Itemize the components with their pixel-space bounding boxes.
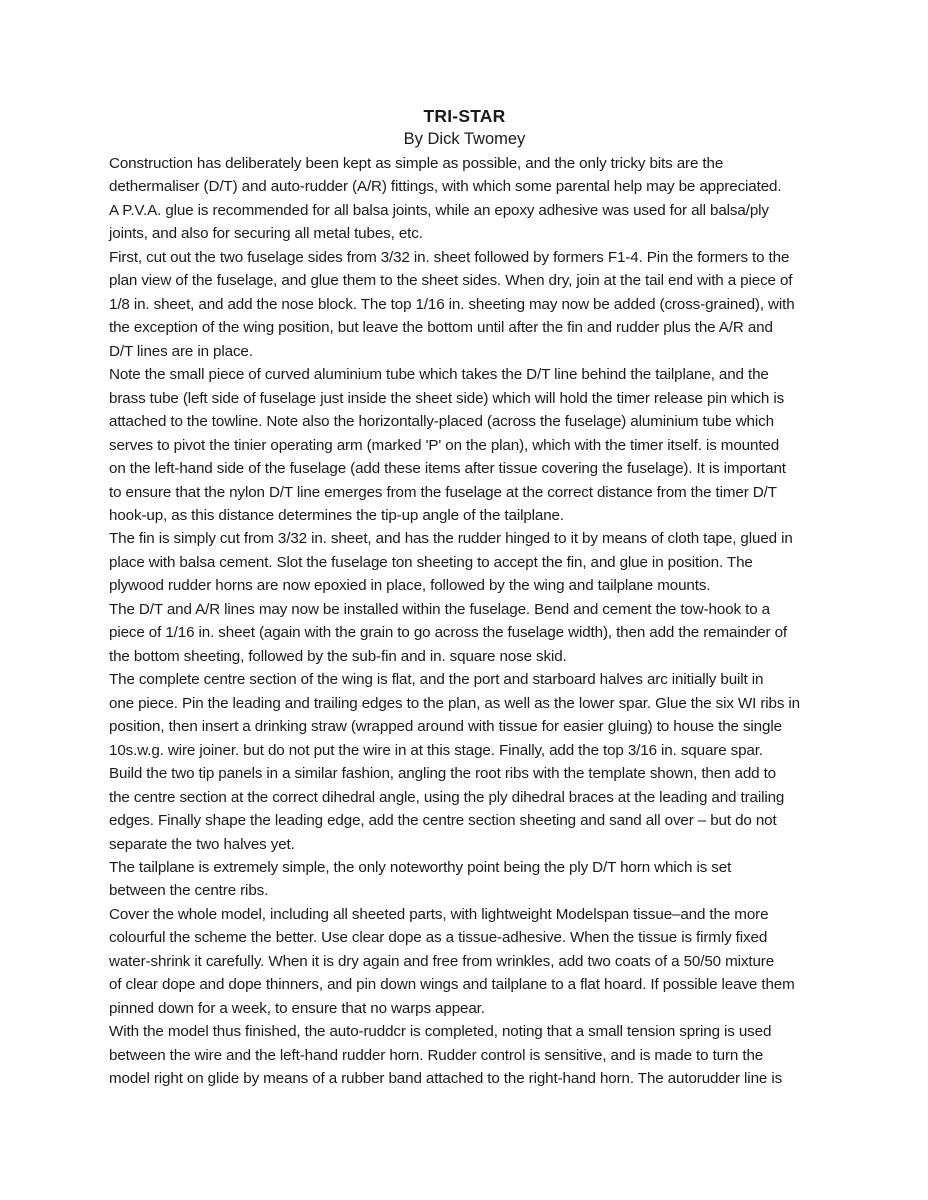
- text-line: piece of 1/16 in. sheet (again with the grain to go across the fuselage width), then add the remainder of: [109, 624, 788, 642]
- paragraph: [109, 903, 820, 1020]
- text-line: the exception of the wing position, but leave the bottom until after the fin and rudder plus the A/R and: [109, 319, 773, 337]
- text-line: D/T lines are in place.: [109, 342, 253, 360]
- text-line: The D/T and A/R lines may now be installed within the fuselage. Bend and cement the tow-hook to a: [109, 600, 770, 618]
- text-line: the centre section at the correct dihedral angle, using the ply dihedral braces at the leading and trailing: [109, 788, 785, 806]
- text-line: plywood rudder horns are now epoxied in place, followed by the wing and tailplane mounts.: [109, 577, 711, 595]
- text-line: on the left-hand side of the fuselage (add these items after tissue covering the fuselage). It is important: [109, 460, 786, 478]
- text-line: 10s.w.g. wire joiner. but do not put the wire in at this stage. Finally, add the top 3/16 in. square spar.: [109, 741, 763, 759]
- text-line: plan view of the fuselage, and glue them to the sheet sides. When dry, join at the tail end with a piece of: [109, 272, 793, 290]
- paragraph: [109, 856, 820, 903]
- text-line: colourful the scheme the better. Use clear dope as a tissue-adhesive. When the tissue is firmly fixed: [109, 929, 768, 947]
- text-line: The tailplane is extremely simple, the only noteworthy point being the ply D/T horn which is set: [109, 859, 732, 876]
- paragraph: [109, 527, 820, 597]
- text-line: A P.V.A. glue is recommended for all balsa joints, while an epoxy adhesive was used for all balsa/ply: [109, 201, 769, 219]
- text-line: edges. Finally shape the leading edge, add the centre section sheeting and sand all over – but do not: [109, 812, 777, 830]
- document-byline: By Dick Twomey: [403, 130, 526, 149]
- text-line: between the centre ribs.: [109, 882, 269, 900]
- text-line: serves to pivot the tinier operating arm (marked 'P' on the plan), which with the timer itself. is mounted: [109, 436, 780, 454]
- text-line: dethermaliser (D/T) and auto-rudder (A/R) fittings, with which some parental help may be appreciated.: [109, 178, 782, 196]
- paragraph: [109, 668, 820, 856]
- text-line: to ensure that the nylon D/T line emerges from the fuselage at the correct distance from the timer D/T: [109, 483, 777, 501]
- text-line: of clear dope and dope thinners, and pin down wings and tailplane to a flat hoard. If possible leave them: [109, 976, 795, 994]
- text-line: separate the two halves yet.: [109, 835, 295, 853]
- text-line: water-shrink it carefully. When it is dry again and free from wrinkles, add two coats of a 50/50 mixture: [109, 952, 775, 970]
- text-line: First, cut out the two fuselage sides from 3/32 in. sheet followed by formers F1-4. Pin the formers to the: [109, 248, 790, 266]
- text-line: between the wire and the left-hand rudder horn. Rudder control is sensitive, and is made to turn the: [109, 1046, 764, 1064]
- text-line: joints, and also for securing all metal tubes, etc.: [109, 225, 423, 243]
- text-line: Construction has deliberately been kept as simple as possible, and the only tricky bits are the: [109, 154, 724, 172]
- text-line: one piece. Pin the leading and trailing edges to the plan, as well as the lower spar. Glue the six WI ribs in: [109, 694, 801, 712]
- paragraph: [109, 598, 820, 668]
- text-line: The fin is simply cut from 3/32 in. sheet, and has the rudder hinged to it by means of cloth tape, glued in: [109, 530, 793, 548]
- document-body: [109, 152, 820, 1091]
- text-line: attached to the towline. Note also the horizontally-placed (across the fuselage) aluminium tube which: [109, 413, 774, 431]
- text-line: Cover the whole model, including all sheeted parts, with lightweight Modelspan tissue–and the more: [109, 905, 769, 923]
- paragraph: [109, 363, 820, 527]
- text-line: place with balsa cement. Slot the fuselage ton sheeting to accept the fin, and glue in position. The: [109, 553, 753, 571]
- text-line: the bottom sheeting, followed by the sub-fin and in. square nose skid.: [109, 647, 567, 665]
- text-line: Build the two tip panels in a similar fashion, angling the root ribs with the template shown, then add to: [109, 765, 777, 783]
- text-line: model right on glide by means of a rubber band attached to the right-hand horn. The autorudder line is: [109, 1070, 783, 1088]
- text-line: brass tube (left side of fuselage just inside the sheet side) which will hold the timer release pin which is: [109, 389, 785, 407]
- text-line: position, then insert a drinking straw (wrapped around with tissue for easier gluing) to house the single: [109, 718, 782, 736]
- document-title: TRI-STAR: [423, 106, 506, 126]
- paragraph: [109, 246, 820, 363]
- paragraph: [109, 1020, 820, 1090]
- paragraph: [109, 152, 820, 246]
- text-line: 1/8 in. sheet, and add the nose block. The top 1/16 in. sheeting may now be added (cross-grained), with: [109, 295, 795, 313]
- text-line: The complete centre section of the wing is flat, and the port and starboard halves arc initially built in: [109, 671, 764, 689]
- document-content: [109, 105, 820, 1091]
- text-line: pinned down for a week, to ensure that no warps appear.: [109, 999, 485, 1017]
- text-line: Note the small piece of curved aluminium tube which takes the D/T line behind the tailplane, and the: [109, 366, 769, 384]
- text-line: With the model thus finished, the auto-ruddcr is completed, noting that a small tension spring is used: [109, 1023, 772, 1041]
- text-line: hook-up, as this distance determines the tip-up angle of the tailplane.: [109, 506, 564, 524]
